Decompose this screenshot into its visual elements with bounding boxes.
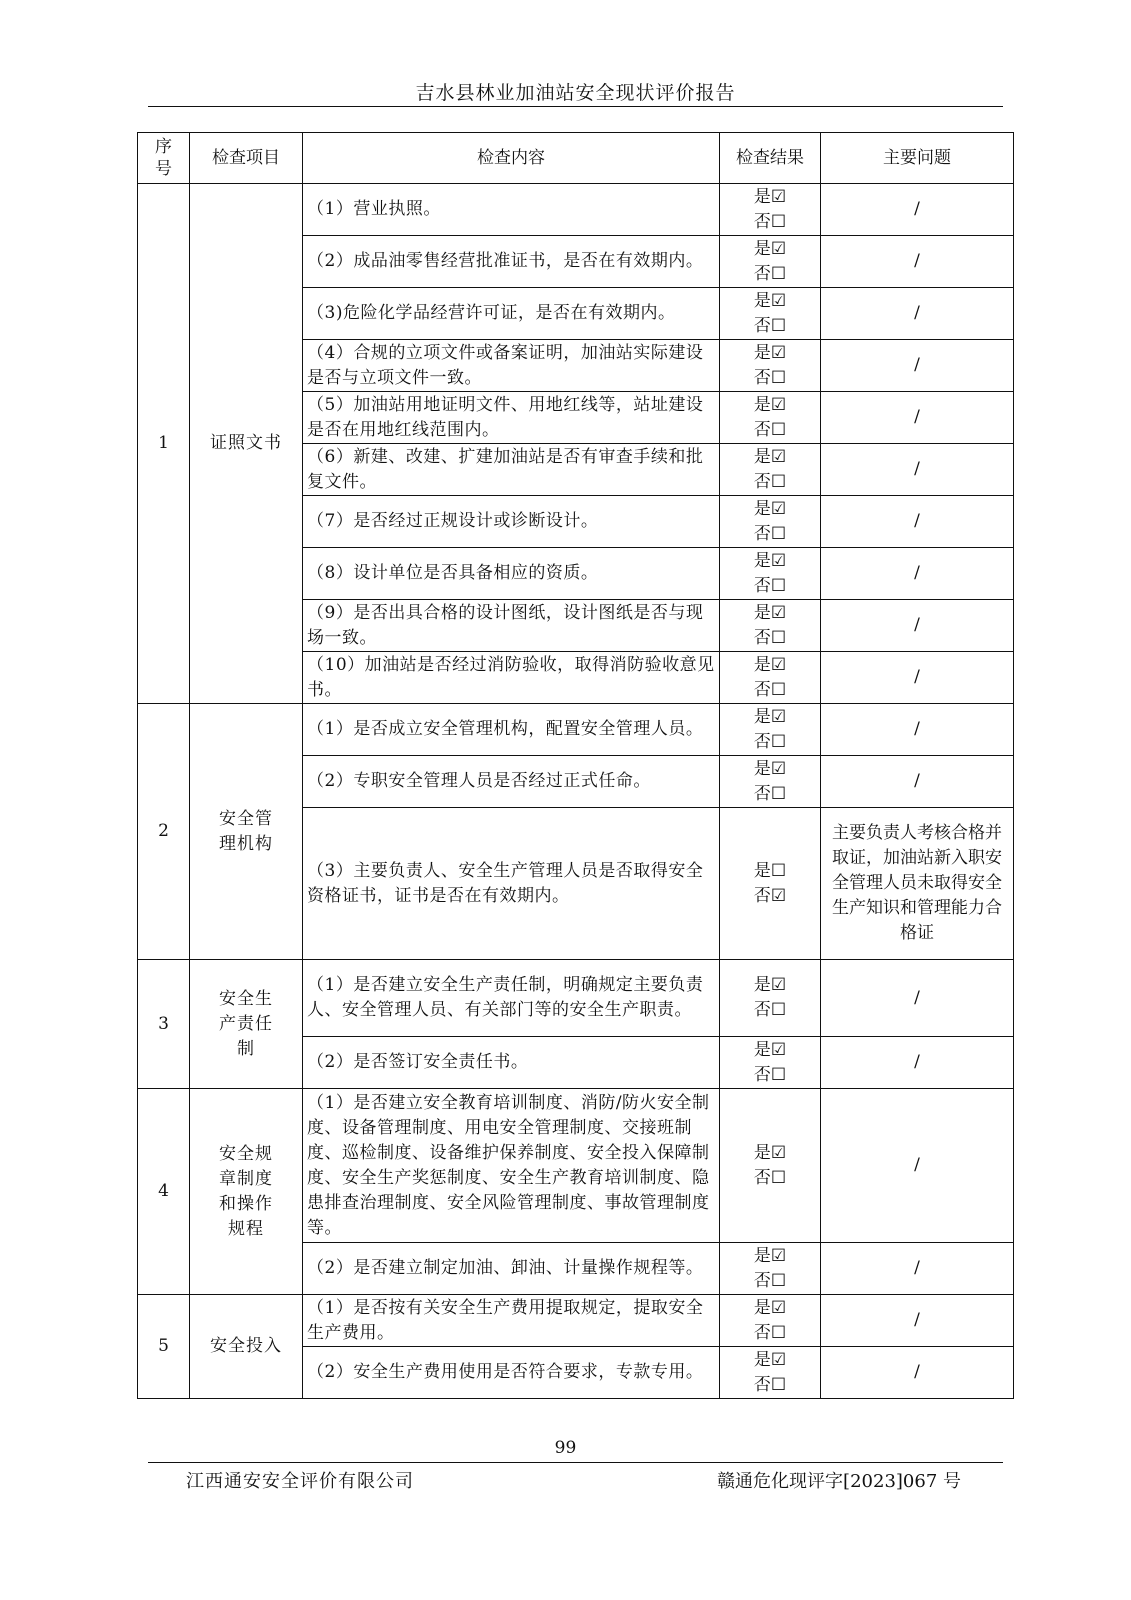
group-item: 安全生产责任制 (190, 960, 303, 1089)
result-yes: 是☑ (753, 394, 787, 415)
inspection-table (137, 132, 1014, 1399)
main-issue: / (821, 1347, 1014, 1399)
header-divider (148, 106, 1003, 107)
check-content: （2）是否签订安全责任书。 (303, 1037, 720, 1089)
check-content: （2）安全生产费用使用是否符合要求，专款专用。 (303, 1347, 720, 1399)
col-header-result: 检查结果 (720, 133, 821, 184)
check-result (720, 1089, 821, 1243)
check-result (720, 1347, 821, 1399)
main-issue: / (821, 340, 1014, 392)
main-issue: / (821, 236, 1014, 288)
main-issue: / (821, 548, 1014, 600)
result-yes: 是☑ (753, 186, 787, 207)
result-yes: 是☑ (753, 602, 787, 623)
check-result (720, 960, 821, 1037)
check-content: （10）加油站是否经过消防验收，取得消防验收意见书。 (303, 652, 720, 704)
check-result (720, 548, 821, 600)
check-result (720, 444, 821, 496)
check-content: （1）是否建立安全生产责任制，明确规定主要负责人、安全管理人员、有关部门等的安全生产职责。 (303, 960, 720, 1037)
col-header-no: 序号 (138, 133, 190, 184)
result-yes: 是☑ (753, 446, 787, 467)
check-content: （3)危险化学品经营许可证，是否在有效期内。 (303, 288, 720, 340)
check-content: （8）设计单位是否具备相应的资质。 (303, 548, 720, 600)
check-content: （6）新建、改建、扩建加油站是否有审查手续和批复文件。 (303, 444, 720, 496)
result-yes: 是☑ (753, 1297, 787, 1318)
result-yes: 是☑ (753, 1142, 787, 1163)
result-no: 否☐ (753, 1270, 787, 1291)
col-header-item: 检查项目 (190, 133, 303, 184)
result-no: 否☐ (753, 523, 787, 544)
result-yes: 是☑ (753, 758, 787, 779)
main-issue: / (821, 444, 1014, 496)
footer-divider (148, 1462, 1003, 1463)
result-yes: 是☑ (753, 1349, 787, 1370)
company-name: 江西通安安全评价有限公司 (186, 1471, 414, 1492)
result-no: 否☐ (753, 315, 787, 336)
main-issue: / (821, 756, 1014, 808)
check-content: （3）主要负责人、安全生产管理人员是否取得安全资格证书，证书是否在有效期内。 (303, 808, 720, 960)
group-item: 安全管理机构 (190, 704, 303, 960)
result-no: 否☐ (753, 1167, 787, 1188)
result-yes: 是☑ (753, 1245, 787, 1266)
result-no: 否☐ (753, 419, 787, 440)
result-no: 否☐ (753, 263, 787, 284)
result-no: 否☐ (753, 679, 787, 700)
check-result (720, 704, 821, 756)
check-content: （5）加油站用地证明文件、用地红线等，站址建设是否在用地红线范围内。 (303, 392, 720, 444)
table-body (138, 184, 1014, 1399)
check-content: （1）营业执照。 (303, 184, 720, 236)
check-result (720, 496, 821, 548)
main-issue: / (821, 1089, 1014, 1243)
check-result (720, 600, 821, 652)
group-item: 安全规章制度和操作规程 (190, 1089, 303, 1295)
main-issue: / (821, 392, 1014, 444)
check-content: （9）是否出具合格的设计图纸，设计图纸是否与现场一致。 (303, 600, 720, 652)
result-yes: 是☑ (753, 498, 787, 519)
col-header-issue: 主要问题 (821, 133, 1014, 184)
main-issue: / (821, 600, 1014, 652)
group-number: 1 (138, 184, 190, 704)
result-yes: 是☑ (753, 975, 787, 995)
group-item: 证照文书 (190, 184, 303, 704)
main-issue: / (821, 288, 1014, 340)
main-issue: / (821, 652, 1014, 704)
check-content: （7）是否经过正规设计或诊断设计。 (303, 496, 720, 548)
result-no: 否☐ (753, 1322, 787, 1343)
check-result (720, 808, 821, 960)
check-content: （1）是否成立安全管理机构，配置安全管理人员。 (303, 704, 720, 756)
check-content: （1）是否建立安全教育培训制度、消防/防火安全制度、设备管理制度、用电安全管理制度、交接班制度、巡检制度、设备维护保养制度、安全投入保障制度、安全生产奖惩制度、安全生产教育培训制度、隐患排查治理制度、安全风险管理制度、事故管理制度等。 (303, 1089, 720, 1243)
group-item: 安全投入 (190, 1295, 303, 1399)
result-yes: 是☑ (753, 342, 787, 363)
check-result (720, 184, 821, 236)
group-number: 5 (138, 1295, 190, 1399)
result-no: 否☐ (753, 471, 787, 492)
table-row (138, 184, 1014, 236)
result-no: 否☐ (753, 1374, 787, 1395)
result-no: 否☐ (753, 731, 787, 752)
table-row (138, 1089, 1014, 1243)
group-number: 2 (138, 704, 190, 960)
check-result (720, 756, 821, 808)
main-issue: / (821, 960, 1014, 1037)
check-result (720, 392, 821, 444)
main-issue: / (821, 1037, 1014, 1089)
result-yes: 是☐ (753, 860, 787, 881)
result-no: 否☐ (753, 575, 787, 596)
result-yes: 是☑ (753, 654, 787, 675)
table-row (138, 960, 1014, 1037)
page-number: 99 (554, 1438, 577, 1458)
result-yes: 是☑ (753, 238, 787, 259)
result-yes: 是☑ (753, 1039, 787, 1060)
result-yes: 是☑ (753, 550, 787, 571)
main-issue: / (821, 1295, 1014, 1347)
result-no: 否☐ (753, 783, 787, 804)
report-title: 吉水县林业加油站安全现状评价报告 (415, 82, 736, 104)
result-no: 否☐ (753, 627, 787, 648)
check-result (720, 652, 821, 704)
result-no: 否☐ (753, 367, 787, 388)
check-result (720, 1295, 821, 1347)
result-no: 否☑ (753, 885, 787, 906)
main-issue: / (821, 184, 1014, 236)
check-content: （2）是否建立制定加油、卸油、计量操作规程等。 (303, 1243, 720, 1295)
result-no: 否☐ (753, 1064, 787, 1085)
check-result (720, 340, 821, 392)
table-row (138, 1295, 1014, 1347)
check-result (720, 1243, 821, 1295)
check-content: （2）专职安全管理人员是否经过正式任命。 (303, 756, 720, 808)
result-no: 否☐ (753, 211, 787, 232)
main-issue: / (821, 496, 1014, 548)
col-header-content: 检查内容 (303, 133, 720, 184)
main-issue: / (821, 1243, 1014, 1295)
table-header-row (138, 133, 1014, 184)
check-content: （1）是否按有关安全生产费用提取规定，提取安全生产费用。 (303, 1295, 720, 1347)
group-number: 3 (138, 960, 190, 1089)
table-row (138, 704, 1014, 756)
check-result (720, 1037, 821, 1089)
result-yes: 是☑ (753, 706, 787, 727)
group-number: 4 (138, 1089, 190, 1295)
main-issue: 主要负责人考核合格并取证，加油站新入职安全管理人员未取得安全生产知识和管理能力合格证 (821, 808, 1014, 960)
result-no: 否☐ (753, 1000, 787, 1020)
document-number: 赣通危化现评字[2023]067 号 (717, 1471, 961, 1492)
check-content: （4）合规的立项文件或备案证明，加油站实际建设是否与立项文件一致。 (303, 340, 720, 392)
check-result (720, 288, 821, 340)
check-result (720, 236, 821, 288)
check-content: （2）成品油零售经营批准证书，是否在有效期内。 (303, 236, 720, 288)
result-yes: 是☑ (753, 290, 787, 311)
main-issue: / (821, 704, 1014, 756)
